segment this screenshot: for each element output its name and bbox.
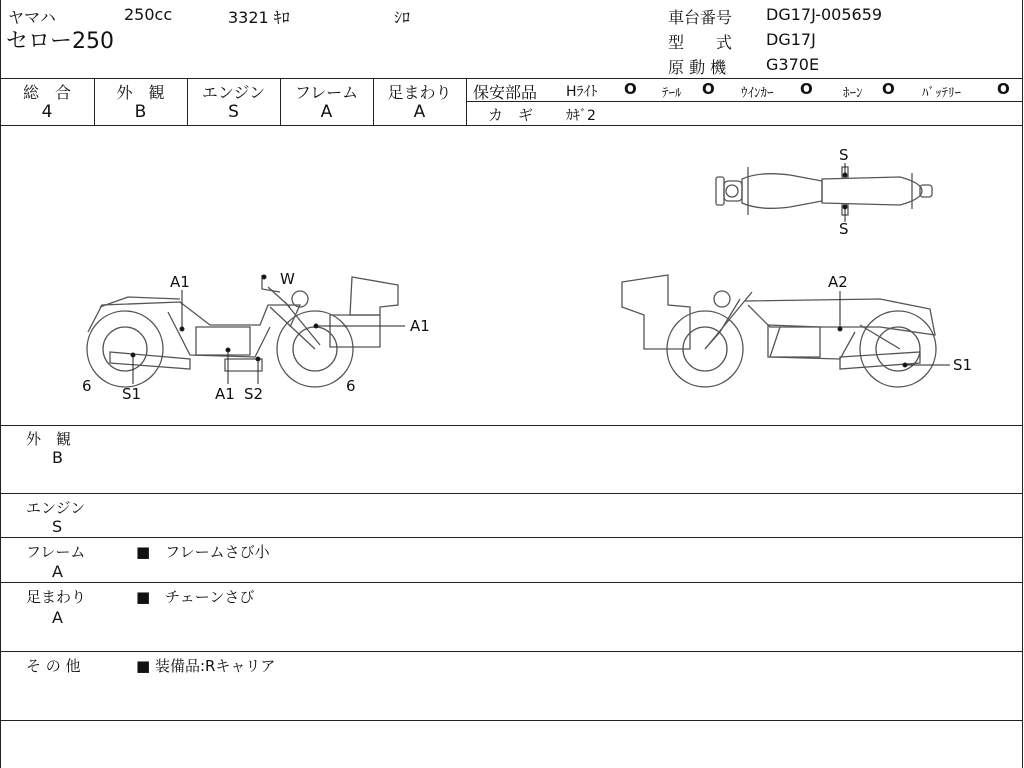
remark-other-label: そ の 他 <box>26 657 81 675</box>
left-label-a1-engine: A1 <box>215 385 235 403</box>
safety-horn-label: ﾎｰﾝ <box>843 86 863 101</box>
safety-title: 保安部品 <box>473 83 538 102</box>
displacement: 250cc <box>124 5 173 24</box>
safety-winker-mark: O <box>800 80 813 98</box>
grade-overall-value: 4 <box>41 102 53 122</box>
remark-frame-note: ■ フレームさび小 <box>136 543 270 561</box>
damage-diagram <box>0 127 1024 425</box>
grade-exterior-value: B <box>134 102 147 122</box>
grade-table-bottom <box>0 125 1023 126</box>
safety-battery-mark: O <box>997 80 1010 98</box>
safety-headlight-label: Hﾗｲﾄ <box>566 84 598 100</box>
grade-exterior-label: 外 観 <box>116 83 165 102</box>
remarks-top-border <box>0 425 1023 426</box>
grade-engine-value: S <box>228 102 239 122</box>
remark-exterior-grade: B <box>52 448 63 467</box>
frame-no: DG17J-005659 <box>766 5 883 24</box>
remarks-divider-1 <box>0 493 1023 494</box>
remark-suspension-grade: A <box>52 608 63 627</box>
left-label-a1-case: A1 <box>410 317 430 335</box>
left-label-a1-tank: A1 <box>170 273 190 291</box>
safety-winker-label: ｳｲﾝｶｰ <box>741 86 774 101</box>
key-value: ｶｷﾞ2 <box>566 108 596 124</box>
top-view-label-s-lower: S <box>839 220 849 238</box>
remark-other-note: ■ 装備品:Rキャリア <box>136 657 276 675</box>
mileage: 3321 ｷﾛ <box>228 8 290 27</box>
motorcycle-top-view <box>716 167 932 215</box>
color: ｼﾛ <box>394 8 411 27</box>
top-view-label-s-upper: S <box>839 146 849 164</box>
motorcycle-outlines <box>87 167 936 387</box>
safety-battery-label: ﾊﾞｯﾃﾘｰ <box>922 86 961 101</box>
left-label-6-front-tire: 6 <box>346 377 356 395</box>
safety-headlight-mark: O <box>624 80 637 98</box>
model-name: セロー250 <box>6 29 114 54</box>
remark-suspension-note: ■ チェーンさび <box>136 588 255 606</box>
frame-no-label: 車台番号 <box>668 8 733 27</box>
motorcycle-left-view <box>87 275 398 387</box>
grade-frame-label: フレーム <box>294 83 359 102</box>
model-code: DG17J <box>766 30 816 49</box>
safety-tail-label: ﾃｰﾙ <box>662 86 682 101</box>
maker: ヤマハ <box>8 8 56 27</box>
safety-tail-mark: O <box>702 80 715 98</box>
remark-engine-label: エンジン <box>26 499 86 517</box>
remark-engine-grade: S <box>52 517 63 536</box>
remark-exterior-label: 外 観 <box>26 430 72 448</box>
grade-engine-label: エンジン <box>201 83 266 102</box>
remarks-divider-3 <box>0 582 1023 583</box>
safety-horn-mark: O <box>882 80 895 98</box>
motorcycle-right-view <box>622 275 936 387</box>
grade-suspension-label: 足まわり <box>387 83 452 102</box>
motorcycle-diagram-svg <box>0 127 1024 425</box>
remark-frame-grade: A <box>52 562 63 581</box>
grade-table-top <box>0 78 1023 79</box>
left-label-s2-pipe: S2 <box>244 385 264 403</box>
remark-suspension-label: 足まわり <box>26 588 87 606</box>
remark-frame-label: フレーム <box>26 543 86 561</box>
grade-divider-5 <box>466 78 467 126</box>
engine-code: G370E <box>766 55 820 74</box>
left-label-w-mirror: W <box>280 270 295 288</box>
safety-row-divider <box>467 101 1023 102</box>
left-label-s1-muffler: S1 <box>122 385 142 403</box>
model-code-label: 型 式 <box>668 33 733 52</box>
remarks-divider-4 <box>0 651 1023 652</box>
grade-overall-label: 総 合 <box>22 83 71 102</box>
remarks-bottom-border <box>0 720 1023 721</box>
left-label-6-rear-tire: 6 <box>82 377 92 395</box>
grade-suspension-value: A <box>413 102 426 122</box>
right-label-a2-tank: A2 <box>828 273 848 291</box>
engine-label: 原 動 機 <box>668 58 727 77</box>
right-label-s1-muffler: S1 <box>953 356 973 374</box>
remarks-divider-2 <box>0 537 1023 538</box>
grade-frame-value: A <box>320 102 333 122</box>
key-label: カ ギ <box>488 106 534 124</box>
